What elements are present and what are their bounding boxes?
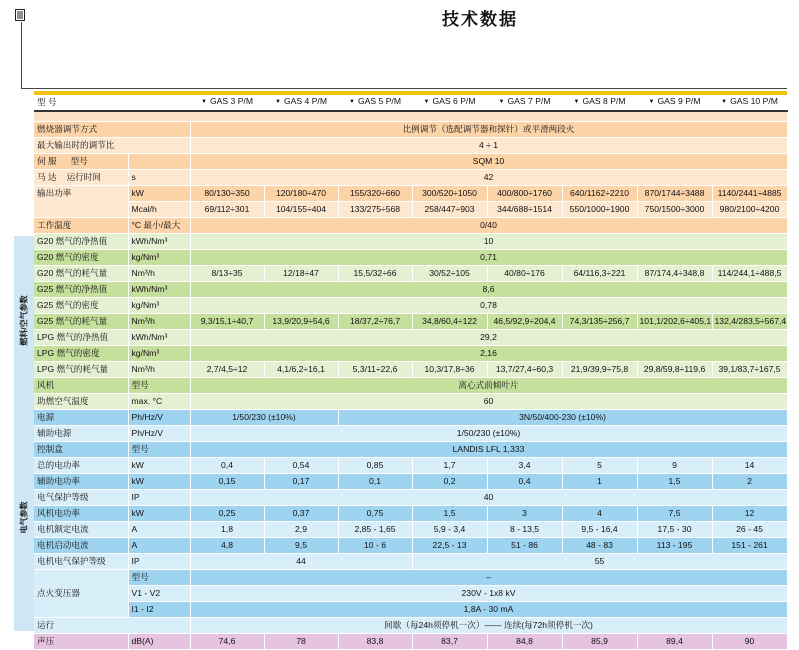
cell: 870/1744÷3488 — [637, 186, 712, 202]
cell: 0,25 — [190, 506, 264, 522]
row-value: 0/40 — [190, 218, 787, 234]
row-value: 10 — [190, 234, 787, 250]
row-label: 点火变压器 — [34, 570, 128, 618]
row-label: 运行 — [34, 618, 190, 634]
cell: 2,9 — [264, 522, 338, 538]
cell: 10 - 6 — [338, 538, 412, 554]
row-value: 29,2 — [190, 330, 787, 346]
row-unit: I1 - I2 — [128, 602, 190, 618]
corner-line-horizontal — [21, 88, 787, 89]
model-header: ▼ GAS 8 P/M — [562, 95, 637, 111]
cell: 83,7 — [412, 634, 487, 650]
table-row — [34, 522, 787, 538]
cell: 74,6 — [190, 634, 264, 650]
cell: 4 — [562, 506, 637, 522]
row-unit: 型号 — [128, 570, 190, 586]
cell: 78 — [264, 634, 338, 650]
cell: 1,8 — [190, 522, 264, 538]
cell: 7,5 — [637, 506, 712, 522]
table-row — [34, 586, 787, 602]
row-unit: Ph/Hz/V — [128, 426, 190, 442]
table-row — [34, 122, 787, 138]
cell: 4,1/6,2÷16,1 — [264, 362, 338, 378]
row-label: 工作温度 — [34, 218, 128, 234]
model-header: ▼ GAS 4 P/M — [264, 95, 338, 111]
row-value: 4 ÷ 1 — [190, 138, 787, 154]
page-title: 技术数据 — [442, 10, 518, 30]
table-row — [34, 234, 787, 250]
row-unit: kW — [128, 458, 190, 474]
cell: 29,8/59,8÷119,6 — [637, 362, 712, 378]
row-value: LANDIS LFL 1,333 — [190, 442, 787, 458]
spacer-row — [34, 111, 787, 122]
table-row — [34, 506, 787, 522]
row-unit: IP — [128, 554, 190, 570]
table-row — [34, 442, 787, 458]
cell: 3,4 — [487, 458, 562, 474]
cell: 9,5 - 16,4 — [562, 522, 637, 538]
row-label: G20 燃气的耗气量 — [34, 266, 128, 282]
row-label: 电源 — [34, 410, 128, 426]
side-label-electrical: 电气参数 — [19, 501, 29, 534]
servo-label-row2: 马 达 运行时间 — [34, 170, 128, 186]
row-value: 间歇（每24h须停机一次）—— 连续(每72h须停机一次) — [190, 618, 787, 634]
model-header: ▼ GAS 3 P/M — [190, 95, 264, 111]
table-row — [34, 154, 787, 170]
row-unit: Nm³/h — [128, 266, 190, 282]
cell: 74,3/135÷256,7 — [562, 314, 637, 330]
row-unit: kW — [128, 474, 190, 490]
cell: 12/18÷47 — [264, 266, 338, 282]
table-row — [34, 602, 787, 618]
cell: 89,4 — [637, 634, 712, 650]
table-row — [34, 458, 787, 474]
cell: 640/1162÷2210 — [562, 186, 637, 202]
row-unit: A — [128, 522, 190, 538]
cell: 4,8 — [190, 538, 264, 554]
cell: 1 — [562, 474, 637, 490]
servo-label-row1: 伺 服 型号 — [34, 154, 128, 170]
cell: 113 - 195 — [637, 538, 712, 554]
cell: 13,9/20,9÷54,6 — [264, 314, 338, 330]
cell: 114/244,1÷488,5 — [712, 266, 787, 282]
row-unit: 型号 — [128, 378, 190, 394]
row-label: LPG 燃气的密度 — [34, 346, 128, 362]
row-unit: Ph/Hz/V — [128, 410, 190, 426]
table-row — [34, 330, 787, 346]
document-icon — [15, 9, 25, 21]
cell: 0,15 — [190, 474, 264, 490]
table-row — [34, 618, 787, 634]
row-value: 55 — [412, 554, 787, 570]
table-row — [34, 138, 787, 154]
cell: 1,5 — [412, 506, 487, 522]
cell: 39,1/83,7÷167,5 — [712, 362, 787, 378]
row-label: 电机额定电流 — [34, 522, 128, 538]
cell: 21,9/39,9÷75,8 — [562, 362, 637, 378]
model-header: ▼ GAS 9 P/M — [637, 95, 712, 111]
cell: 2,7/4,5÷12 — [190, 362, 264, 378]
cell: 8/13÷35 — [190, 266, 264, 282]
table-row — [34, 250, 787, 266]
cell: 258/447÷903 — [412, 202, 487, 218]
table-row — [34, 410, 787, 426]
row-label: LPG 燃气的耗气量 — [34, 362, 128, 378]
row-label: 控制盒 — [34, 442, 128, 458]
cell: 13,7/27,4÷60,3 — [487, 362, 562, 378]
cell: 1,7 — [412, 458, 487, 474]
row-label: LPG 燃气的净热值 — [34, 330, 128, 346]
model-header: ▼ GAS 5 P/M — [338, 95, 412, 111]
row-value: 1/50/230 (±10%) — [190, 410, 338, 426]
row-label: 风机 — [34, 378, 128, 394]
cell: 5,3/11÷22,6 — [338, 362, 412, 378]
cell: 30/52÷105 — [412, 266, 487, 282]
row-label: G20 燃气的净热值 — [34, 234, 128, 250]
cell: 8 - 13,5 — [487, 522, 562, 538]
row-label: 电气保护等级 — [34, 490, 128, 506]
row-unit: V1 - V2 — [128, 586, 190, 602]
cell: 12 — [712, 506, 787, 522]
cell: 84,8 — [487, 634, 562, 650]
cell: 0,85 — [338, 458, 412, 474]
cell: 1,5 — [637, 474, 712, 490]
cell: 0,4 — [487, 474, 562, 490]
cell: 5 — [562, 458, 637, 474]
cell: 155/320÷660 — [338, 186, 412, 202]
row-unit: A — [128, 538, 190, 554]
cell: 3 — [487, 506, 562, 522]
row-unit: kg/Nm³ — [128, 346, 190, 362]
table-row — [34, 314, 787, 330]
row-value: 2,16 — [190, 346, 787, 362]
cell: 10,3/17,8÷36 — [412, 362, 487, 378]
cell: 101,1/202,6÷405,1 — [637, 314, 712, 330]
table-row — [34, 298, 787, 314]
row-unit: kWh/Nm³ — [128, 282, 190, 298]
cell: 120/180÷470 — [264, 186, 338, 202]
table-row — [34, 554, 787, 570]
cell: 0,75 — [338, 506, 412, 522]
row-label: 电机启动电流 — [34, 538, 128, 554]
model-header: ▼ GAS 10 P/M — [712, 95, 787, 111]
cell: 34,8/60,4÷122 — [412, 314, 487, 330]
corner-line-vertical — [21, 22, 22, 88]
row-label: 最大输出时的调节比 — [34, 138, 190, 154]
technical-data-table — [34, 95, 788, 650]
row-unit: max. °C — [128, 394, 190, 410]
cell: 5,9 - 3,4 — [412, 522, 487, 538]
cell: 69/112÷301 — [190, 202, 264, 218]
row-value: 1/50/230 (±10%) — [190, 426, 787, 442]
cell: 400/800÷1760 — [487, 186, 562, 202]
row-unit: dB(A) — [128, 634, 190, 650]
row-label: 声压 — [34, 634, 128, 650]
cell: 0,17 — [264, 474, 338, 490]
cell: 40/80÷176 — [487, 266, 562, 282]
row-unit: 型号 — [128, 442, 190, 458]
row-unit: kW — [128, 506, 190, 522]
row-unit: Mcal/h — [128, 202, 190, 218]
cell: 104/155÷404 — [264, 202, 338, 218]
cell: 132,4/283,5÷567,4 — [712, 314, 787, 330]
table-row — [34, 394, 787, 410]
cell: 0,4 — [190, 458, 264, 474]
row-label: 风机电功率 — [34, 506, 128, 522]
header-label: 型 号 — [34, 95, 190, 111]
row-value: – — [190, 570, 787, 586]
row-label: 总的电功率 — [34, 458, 128, 474]
cell: 9,5 — [264, 538, 338, 554]
table-row — [34, 186, 787, 202]
table-row — [34, 634, 787, 650]
cell: 0,2 — [412, 474, 487, 490]
table-row — [34, 266, 787, 282]
cell: 0,1 — [338, 474, 412, 490]
cell: 46,5/92,9÷204,4 — [487, 314, 562, 330]
row-unit: kg/Nm³ — [128, 250, 190, 266]
table-row — [34, 378, 787, 394]
table-row — [34, 202, 787, 218]
cell: 0,54 — [264, 458, 338, 474]
cell: 87/174,4÷348,8 — [637, 266, 712, 282]
cell: 9,3/15,1÷40,7 — [190, 314, 264, 330]
row-value: 230V - 1x8 kV — [190, 586, 787, 602]
header-row — [34, 95, 787, 111]
cell: 83,8 — [338, 634, 412, 650]
row-value: 0,71 — [190, 250, 787, 266]
cell: 2,85 - 1,65 — [338, 522, 412, 538]
model-header: ▼ GAS 7 P/M — [487, 95, 562, 111]
table-row — [34, 362, 787, 378]
row-label: 燃烧器调节方式 — [34, 122, 190, 138]
cell: 22,5 - 13 — [412, 538, 487, 554]
row-unit: Nm³/h — [128, 314, 190, 330]
row-label: 辅助电功率 — [34, 474, 128, 490]
table-row — [34, 474, 787, 490]
cell: 1140/2441÷4885 — [712, 186, 787, 202]
row-value: 8,6 — [190, 282, 787, 298]
cell: 90 — [712, 634, 787, 650]
cell: 133/275÷568 — [338, 202, 412, 218]
cell: 26 - 45 — [712, 522, 787, 538]
cell: 85,9 — [562, 634, 637, 650]
table-row — [34, 538, 787, 554]
row-unit: kg/Nm³ — [128, 298, 190, 314]
cell: 750/1500÷3000 — [637, 202, 712, 218]
cell: 51 - 86 — [487, 538, 562, 554]
table-row — [34, 570, 787, 586]
model-header: ▼ GAS 6 P/M — [412, 95, 487, 111]
table-row — [34, 282, 787, 298]
cell: 17,5 - 30 — [637, 522, 712, 538]
cell: 344/688÷1514 — [487, 202, 562, 218]
row-label: 电机电气保护等级 — [34, 554, 128, 570]
row-unit: kWh/Nm³ — [128, 234, 190, 250]
row-unit: kWh/Nm³ — [128, 330, 190, 346]
row-label: 输出功率 — [34, 186, 128, 218]
cell: 48 - 83 — [562, 538, 637, 554]
table-row — [34, 346, 787, 362]
row-value: 44 — [190, 554, 412, 570]
row-value: 60 — [190, 394, 787, 410]
row-label: G25 燃气的密度 — [34, 298, 128, 314]
row-unit: kW — [128, 186, 190, 202]
cell: 18/37,2÷76,7 — [338, 314, 412, 330]
row-unit: IP — [128, 490, 190, 506]
cell: 64/116,3÷221 — [562, 266, 637, 282]
row-label: 助燃空气温度 — [34, 394, 128, 410]
row-value: 比例调节（选配调节器和探针）或平滑两段火 — [190, 122, 787, 138]
row-unit: °C 最小/最大 — [128, 218, 190, 234]
row-value: 离心式前倾叶片 — [190, 378, 787, 394]
row-value: 40 — [190, 490, 787, 506]
cell: 300/520÷1050 — [412, 186, 487, 202]
row-label: G20 燃气的密度 — [34, 250, 128, 266]
cell: 80/130÷350 — [190, 186, 264, 202]
row-label: G25 燃气的耗气量 — [34, 314, 128, 330]
table-row — [34, 490, 787, 506]
table-row — [34, 218, 787, 234]
row-value: 42 — [190, 170, 787, 186]
row-unit: Nm³/h — [128, 362, 190, 378]
table-row — [34, 426, 787, 442]
cell: 14 — [712, 458, 787, 474]
row-value: SQM 10 — [190, 154, 787, 170]
row-value: 1,8A - 30 mA — [190, 602, 787, 618]
table-row — [34, 170, 787, 186]
row-value: 0,78 — [190, 298, 787, 314]
row-label: 辅助电源 — [34, 426, 128, 442]
cell: 550/1000÷1900 — [562, 202, 637, 218]
cell: 2 — [712, 474, 787, 490]
cell: 151 - 261 — [712, 538, 787, 554]
row-label: G25 燃气的净热值 — [34, 282, 128, 298]
row-value: 3N/50/400-230 (±10%) — [338, 410, 787, 426]
side-label-fuel-air: 燃料/空气参数 — [19, 294, 29, 346]
cell: 9 — [637, 458, 712, 474]
cell: 0,37 — [264, 506, 338, 522]
cell: 15,5/32÷66 — [338, 266, 412, 282]
cell: 980/2100÷4200 — [712, 202, 787, 218]
row-unit: s — [128, 170, 190, 186]
